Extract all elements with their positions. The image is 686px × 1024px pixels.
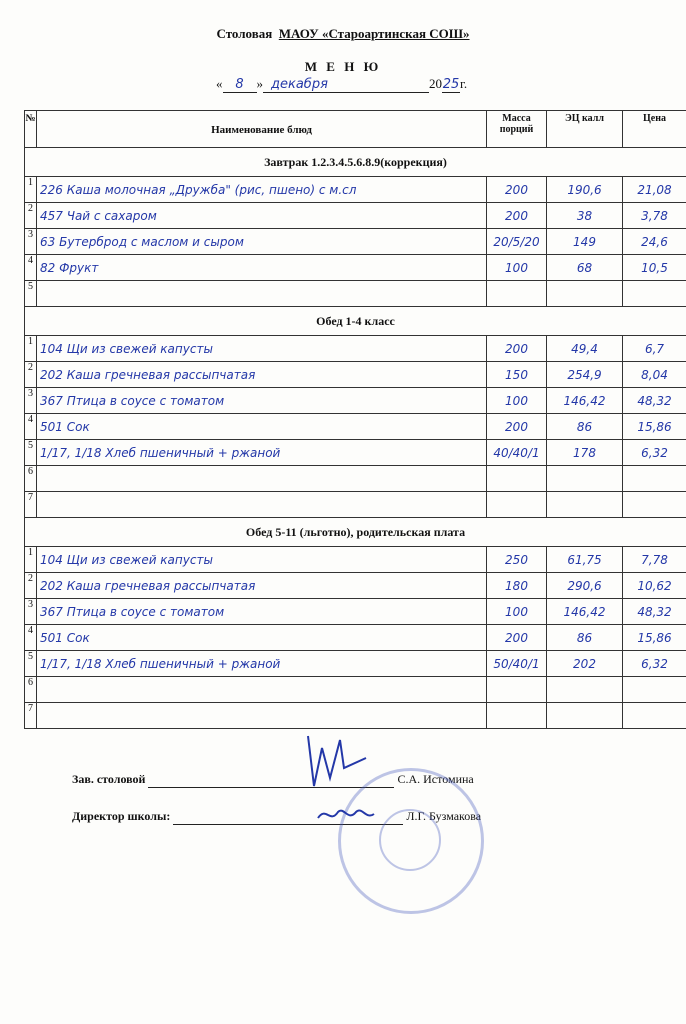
dish-name: 367 Птица в соусе с томатом bbox=[37, 388, 487, 414]
table-row bbox=[25, 388, 686, 414]
dish-price: 10,5 bbox=[623, 255, 686, 281]
dish-mass bbox=[487, 677, 547, 703]
dish-name: 82 Фрукт bbox=[37, 255, 487, 281]
row-number: 3 bbox=[25, 229, 37, 255]
menu-heading: М Е Н Ю bbox=[304, 59, 382, 74]
row-number: 2 bbox=[25, 573, 37, 599]
dish-energy: 86 bbox=[547, 625, 623, 651]
dish-mass: 200 bbox=[487, 203, 547, 229]
section-row bbox=[25, 307, 686, 336]
dish-mass bbox=[487, 466, 547, 492]
dish-energy: 149 bbox=[547, 229, 623, 255]
dish-price: 6,32 bbox=[623, 440, 686, 466]
section-row bbox=[25, 148, 686, 177]
date-day: 8 bbox=[223, 77, 257, 93]
canteen-signature-scribble bbox=[300, 728, 370, 792]
title-prefix: Столовая bbox=[216, 26, 273, 41]
row-number: 2 bbox=[25, 362, 37, 388]
dish-mass bbox=[487, 281, 547, 307]
dish-price: 24,6 bbox=[623, 229, 686, 255]
dish-name bbox=[37, 677, 487, 703]
row-number: 6 bbox=[25, 677, 37, 703]
col-mass-header: Масса порций bbox=[487, 111, 547, 148]
dish-price: 48,32 bbox=[623, 388, 686, 414]
dish-energy: 146,42 bbox=[547, 599, 623, 625]
dish-mass: 200 bbox=[487, 177, 547, 203]
director-label: Директор школы: bbox=[72, 809, 171, 823]
dish-energy bbox=[547, 466, 623, 492]
dish-energy: 290,6 bbox=[547, 573, 623, 599]
row-number: 6 bbox=[25, 466, 37, 492]
table-row bbox=[25, 547, 686, 573]
dish-name: 63 Бутерброд с маслом и сыром bbox=[37, 229, 487, 255]
menu-table bbox=[24, 110, 686, 729]
dish-name: 202 Каша гречневая рассыпчатая bbox=[37, 362, 487, 388]
dish-mass: 250 bbox=[487, 547, 547, 573]
school-name: МАОУ «Староартинская СОШ» bbox=[278, 26, 470, 41]
col-number-header: № bbox=[25, 111, 37, 148]
dish-name bbox=[37, 492, 487, 518]
dish-price: 3,78 bbox=[623, 203, 686, 229]
table-row bbox=[25, 281, 686, 307]
dish-mass: 200 bbox=[487, 336, 547, 362]
dish-mass: 150 bbox=[487, 362, 547, 388]
director-name: Л.Г. Бузмакова bbox=[406, 809, 482, 823]
director-signature-scribble bbox=[316, 804, 376, 826]
dish-energy: 202 bbox=[547, 651, 623, 677]
dish-name: 501 Сок bbox=[37, 625, 487, 651]
dish-mass: 40/40/1 bbox=[487, 440, 547, 466]
section-title: Обед 5-11 (льготно), родительская плата bbox=[25, 518, 686, 547]
row-number: 2 bbox=[25, 203, 37, 229]
dish-name: 367 Птица в соусе с томатом bbox=[37, 599, 487, 625]
dish-price: 6,32 bbox=[623, 651, 686, 677]
dish-energy bbox=[547, 281, 623, 307]
table-row bbox=[25, 573, 686, 599]
dish-energy: 178 bbox=[547, 440, 623, 466]
row-number: 4 bbox=[25, 414, 37, 440]
dish-mass: 20/5/20 bbox=[487, 229, 547, 255]
table-row bbox=[25, 492, 686, 518]
dish-energy: 254,9 bbox=[547, 362, 623, 388]
table-row bbox=[25, 229, 686, 255]
date-line: « 8 » декабря 2025г. bbox=[216, 76, 468, 92]
row-number: 1 bbox=[25, 177, 37, 203]
dish-mass: 100 bbox=[487, 599, 547, 625]
dish-name bbox=[37, 281, 487, 307]
table-row bbox=[25, 466, 686, 492]
col-name-header: Наименование блюд bbox=[37, 111, 487, 148]
table-row bbox=[25, 362, 686, 388]
dish-price: 10,62 bbox=[623, 573, 686, 599]
dish-name: 104 Щи из свежей капусты bbox=[37, 547, 487, 573]
dish-price bbox=[623, 677, 686, 703]
row-number: 1 bbox=[25, 336, 37, 362]
dish-mass: 200 bbox=[487, 625, 547, 651]
row-number: 7 bbox=[25, 492, 37, 518]
dish-name bbox=[37, 703, 487, 729]
dish-energy: 86 bbox=[547, 414, 623, 440]
dish-price: 15,86 bbox=[623, 414, 686, 440]
dish-price bbox=[623, 703, 686, 729]
table-row bbox=[25, 203, 686, 229]
dish-price bbox=[623, 492, 686, 518]
dish-energy: 190,6 bbox=[547, 177, 623, 203]
canteen-title bbox=[0, 26, 686, 42]
table-row bbox=[25, 440, 686, 466]
canteen-head-name: С.А. Истомина bbox=[397, 772, 474, 786]
dish-price: 6,7 bbox=[623, 336, 686, 362]
dish-energy: 38 bbox=[547, 203, 623, 229]
date-year: 25 bbox=[442, 77, 460, 92]
dish-price bbox=[623, 466, 686, 492]
dish-mass: 200 bbox=[487, 414, 547, 440]
dish-energy bbox=[547, 703, 623, 729]
dish-mass bbox=[487, 492, 547, 518]
dish-energy: 49,4 bbox=[547, 336, 623, 362]
dish-price: 48,32 bbox=[623, 599, 686, 625]
table-row bbox=[25, 336, 686, 362]
dish-price bbox=[623, 281, 686, 307]
dish-energy bbox=[547, 677, 623, 703]
dish-price: 7,78 bbox=[623, 547, 686, 573]
dish-price: 8,04 bbox=[623, 362, 686, 388]
table-row bbox=[25, 177, 686, 203]
dish-price: 21,08 bbox=[623, 177, 686, 203]
row-number: 4 bbox=[25, 255, 37, 281]
dish-mass: 100 bbox=[487, 388, 547, 414]
dish-mass: 100 bbox=[487, 255, 547, 281]
dish-name: 1/17, 1/18 Хлеб пшеничный + ржаной bbox=[37, 651, 487, 677]
dish-name: 457 Чай с сахаром bbox=[37, 203, 487, 229]
row-number: 3 bbox=[25, 599, 37, 625]
dish-name: 202 Каша гречневая рассыпчатая bbox=[37, 573, 487, 599]
section-title: Обед 1-4 класс bbox=[25, 307, 686, 336]
table-row bbox=[25, 599, 686, 625]
row-number: 3 bbox=[25, 388, 37, 414]
table-row bbox=[25, 677, 686, 703]
row-number: 4 bbox=[25, 625, 37, 651]
date-month: декабря bbox=[263, 77, 429, 93]
table-row bbox=[25, 414, 686, 440]
dish-mass: 50/40/1 bbox=[487, 651, 547, 677]
dish-energy bbox=[547, 492, 623, 518]
dish-name bbox=[37, 466, 487, 492]
col-energy-header: ЭЦ калл bbox=[547, 111, 623, 148]
canteen-head-label: Зав. столовой bbox=[72, 772, 146, 786]
dish-mass bbox=[487, 703, 547, 729]
row-number: 5 bbox=[25, 651, 37, 677]
row-number: 7 bbox=[25, 703, 37, 729]
section-title: Завтрак 1.2.3.4.5.6.8.9(коррекция) bbox=[25, 148, 686, 177]
dish-name: 226 Каша молочная „Дружба" (рис, пшено) с м.сл bbox=[37, 177, 487, 203]
dish-name: 1/17, 1/18 Хлеб пшеничный + ржаной bbox=[37, 440, 487, 466]
dish-name: 104 Щи из свежей капусты bbox=[37, 336, 487, 362]
row-number: 1 bbox=[25, 547, 37, 573]
row-number: 5 bbox=[25, 440, 37, 466]
row-number: 5 bbox=[25, 281, 37, 307]
table-row bbox=[25, 651, 686, 677]
dish-price: 15,86 bbox=[623, 625, 686, 651]
table-header-row bbox=[25, 111, 686, 148]
table-row bbox=[25, 255, 686, 281]
col-price-header: Цена bbox=[623, 111, 686, 148]
dish-energy: 146,42 bbox=[547, 388, 623, 414]
dish-name: 501 Сок bbox=[37, 414, 487, 440]
section-row bbox=[25, 518, 686, 547]
dish-energy: 61,75 bbox=[547, 547, 623, 573]
table-row bbox=[25, 625, 686, 651]
dish-mass: 180 bbox=[487, 573, 547, 599]
dish-energy: 68 bbox=[547, 255, 623, 281]
table-row bbox=[25, 703, 686, 729]
